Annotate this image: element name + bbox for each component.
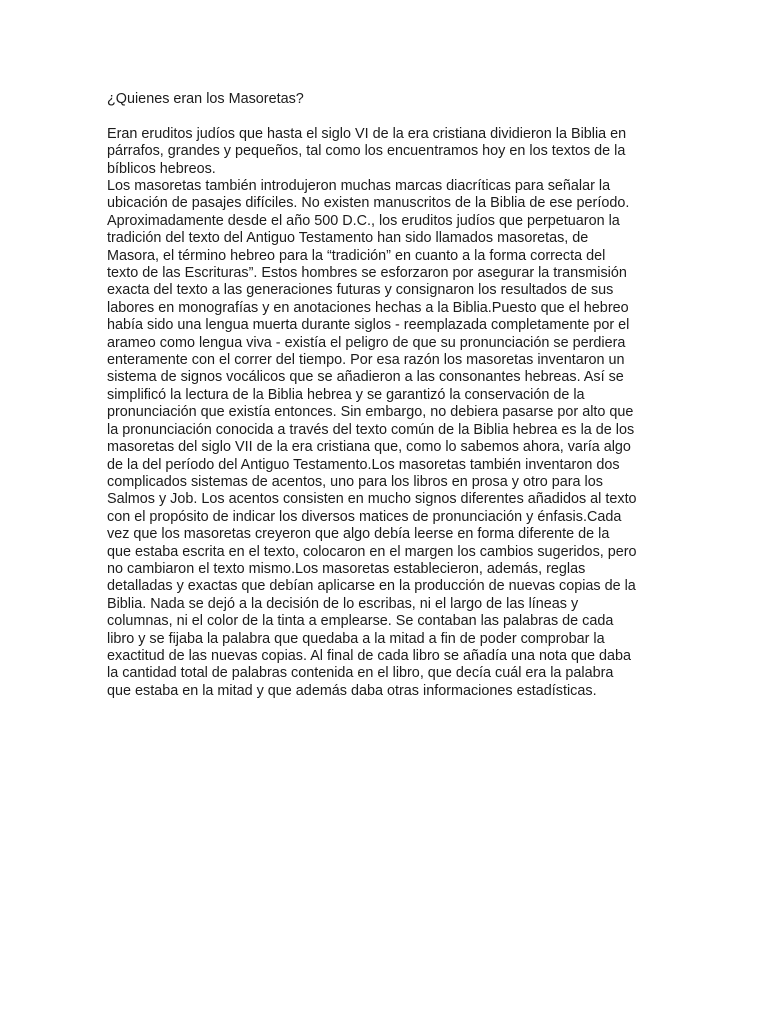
text-line: columnas, ni el color de la tinta a emplearse. Se contaban las palabras de cada [107,613,614,630]
text-line: que estaba en la mitad y que además daba otras informaciones estadísticas. [107,682,597,699]
text-line: con el propósito de indicar los diversos matices de pronunciación y énfasis.Cada [107,508,622,525]
text-line: libro y se fijaba la palabra que quedaba a la mitad a fin de poder comprobar la [107,630,605,647]
text-line: bíblicos hebreos. [107,160,216,177]
text-line: detalladas y exactas que debían aplicarse en la producción de nuevas copias de la [107,578,636,595]
text-line: Biblia. Nada se dejó a la decisión de lo escribas, ni el largo de las líneas y [107,595,579,612]
text-line: labores en monografías y en anotaciones hechas a la Biblia.Puesto que el hebreo [107,299,629,316]
document-body [107,126,663,700]
text-line: párrafos, grandes y pequeños, tal como los encuentramos hoy en los textos de la [107,143,626,160]
text-line: Eran eruditos judíos que hasta el siglo VI de la era cristiana dividieron la Biblia en [107,125,627,142]
text-line: Masora, el término hebreo para la “tradición” en cuanto a la forma correcta del [107,247,606,264]
text-line: exacta del texto a las generaciones futuras y consignaron los resultados de sus [107,282,614,299]
text-line: no cambiaron el texto mismo.Los masoretas establecieron, además, reglas [107,560,586,577]
text-line: la pronunciación conocida a través del texto común de la Biblia hebrea es la de los [107,421,635,438]
text-line: exactitud de las nuevas copias. Al final de cada libro se añadía una nota que daba [107,647,632,664]
text-line: tradición del texto del Antiguo Testamento han sido llamados masoretas, de [107,230,589,247]
text-line: Los masoretas también introdujeron muchas marcas diacríticas para señalar la [107,178,611,195]
document-content [107,91,663,700]
text-line: Salmos y Job. Los acentos consisten en mucho signos diferentes añadidos al texto [107,491,637,508]
text-line: que estaba escrita en el texto, colocaron en el margen los cambios sugeridos, pero [107,543,637,560]
text-line: arameo como lengua viva - existía el peligro de que su pronunciación se perdiera [107,334,626,351]
text-line: pronunciación que existía entonces. Sin embargo, no debiera pasarse por alto que [107,404,634,421]
text-line: masoretas del siglo VII de la era cristiana que, como lo sabemos ahora, varía algo [107,439,631,456]
text-line: simplificó la lectura de la Biblia hebrea y se garantizó la conservación de la [107,386,585,403]
text-line: texto de las Escrituras”. Estos hombres se esforzaron por asegurar la transmisión [107,265,627,282]
text-line: vez que los masoretas creyeron que algo debía leerse en forma diferente de la [107,526,610,543]
text-line: enteramente con el correr del tiempo. Por esa razón los masoretas inventaron un [107,352,625,369]
text-line: sistema de signos vocálicos que se añadieron a las consonantes hebreas. Así se [107,369,624,386]
text-line: de la del período del Antiguo Testamento.Los masoretas también inventaron dos [107,456,620,473]
text-line: había sido una lengua muerta durante siglos - reemplazada completamente por el [107,317,630,334]
text-line: ubicación de pasajes difíciles. No existen manuscritos de la Biblia de ese período. [107,195,630,212]
title-spacer [107,108,663,125]
text-line: Aproximadamente desde el año 500 D.C., los eruditos judíos que perpetuaron la [107,212,620,229]
document-title: ¿Quienes eran los Masoretas? [107,91,304,107]
text-line: complicados sistemas de acentos, uno para los libros en prosa y otro para los [107,473,603,490]
text-line: la cantidad total de palabras contenida en el libro, que decía cuál era la palabra [107,665,614,682]
